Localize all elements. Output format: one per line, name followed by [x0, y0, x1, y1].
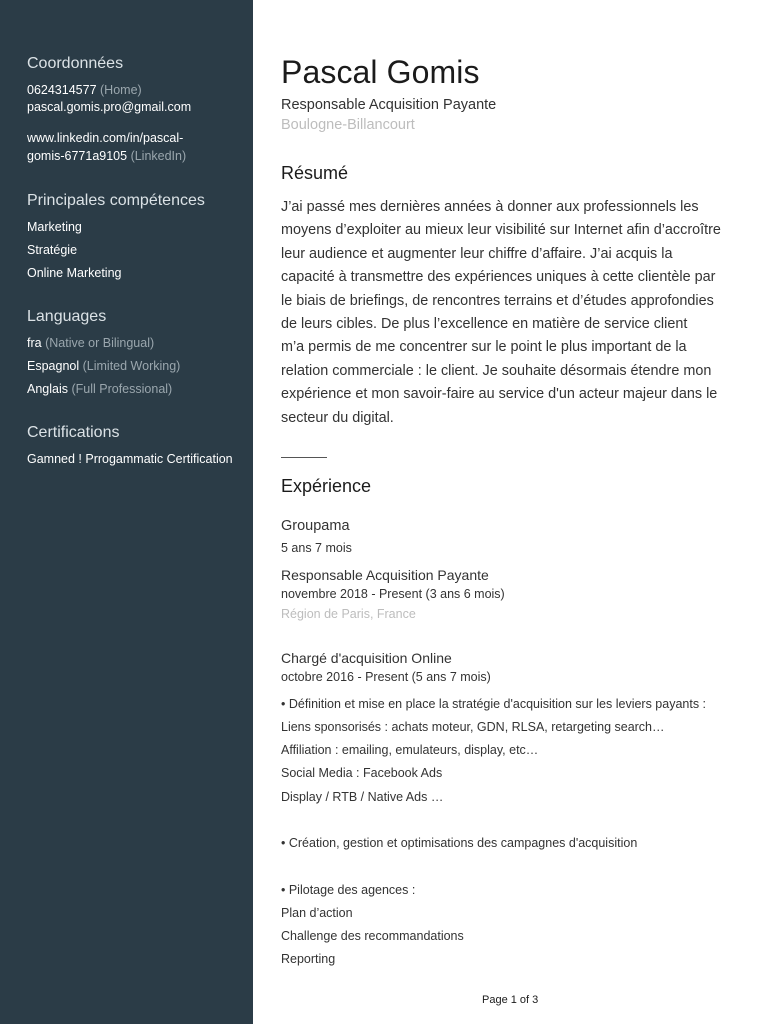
- language-level: (Full Professional): [71, 382, 173, 396]
- language-item: [27, 359, 180, 373]
- role-title: Chargé d'acquisition Online: [281, 650, 452, 666]
- description-line: Display / RTB / Native Ads …: [281, 790, 444, 804]
- resume-line: le biais de briefings, de rencontres terrains et d’études approfondies: [281, 292, 714, 309]
- description-line: • Définition et mise en place la stratégie d'acquisition sur les leviers payants :: [281, 697, 707, 711]
- page-number: Page 1 of 3: [482, 994, 539, 1006]
- experience-title: Expérience: [281, 476, 372, 496]
- contact-title: Coordonnées: [27, 55, 124, 72]
- languages-title: Languages: [27, 308, 107, 325]
- skill-item: Marketing: [27, 220, 82, 234]
- resume-text: [281, 196, 747, 430]
- role-title: Responsable Acquisition Payante: [281, 567, 489, 583]
- description-line: • Pilotage des agences :: [281, 883, 416, 897]
- certifications-title: Certifications: [27, 424, 120, 441]
- sidebar: [0, 0, 253, 1024]
- resume-line: J’ai passé mes dernières années à donner aux professionnels les: [281, 199, 699, 215]
- description-line: • Création, gestion et optimisations des campagnes d'acquisition: [281, 836, 638, 850]
- resume-line: secteur du digital.: [281, 409, 394, 426]
- person-name: Pascal Gomis: [281, 54, 480, 90]
- role-dates: novembre 2018 - Present (3 ans 6 mois): [281, 587, 505, 601]
- language-name: Anglais: [27, 382, 68, 396]
- certification-item: Gamned ! Prrogammatic Certification: [27, 452, 233, 466]
- skill-item: Stratégie: [27, 243, 78, 257]
- section-divider: [281, 457, 327, 458]
- phone-type: (Home): [100, 83, 142, 97]
- resume-line: capacité à transmettre des expériences uniques à cette clientèle par: [281, 269, 716, 286]
- linkedin-link-line1[interactable]: www.linkedin.com/in/pascal-: [27, 131, 184, 145]
- main-content: [253, 0, 768, 1024]
- resume-line: relation commerciale : le client. Je souhaite désormais étendre mon: [281, 362, 712, 379]
- language-item: [27, 382, 172, 396]
- linkedin-type: (LinkedIn): [130, 149, 187, 163]
- description-line: Social Media : Facebook Ads: [281, 766, 443, 780]
- phone-line: [27, 83, 142, 97]
- role-dates: octobre 2016 - Present (5 ans 7 mois): [281, 670, 491, 684]
- language-level: (Native or Bilingual): [45, 336, 155, 350]
- skills-title: Principales compétences: [27, 192, 205, 209]
- description-line: Affiliation : emailing, emulateurs, display, etc…: [281, 743, 539, 757]
- language-level: (Limited Working): [82, 359, 181, 373]
- company-name: Groupama: [281, 518, 350, 534]
- description-line: Plan d’action: [281, 906, 353, 920]
- resume-line: de leurs cibles. De plus l’excellence en matière de service client: [281, 316, 688, 333]
- skill-item: Online Marketing: [27, 266, 122, 280]
- description-line: Reporting: [281, 952, 336, 966]
- resume-line: leur audience et augmenter leur chiffre d’affaire. J’ai acquis la: [281, 245, 673, 262]
- company-duration: 5 ans 7 mois: [281, 541, 352, 555]
- description-line: Challenge des recommandations: [281, 929, 464, 943]
- description-line: Liens sponsorisés : achats moteur, GDN, RLSA, retargeting search…: [281, 720, 665, 734]
- linkedin-line2: [27, 149, 186, 163]
- email-link[interactable]: pascal.gomis.pro@gmail.com: [27, 100, 192, 114]
- linkedin-link-line2[interactable]: gomis-6771a9105: [27, 149, 128, 163]
- resume-line: expérience et mon savoir-faire au service d'un acteur majeur dans le: [281, 386, 718, 403]
- role-region: Région de Paris, France: [281, 607, 416, 621]
- language-name: fra: [27, 336, 42, 350]
- language-item: [27, 336, 154, 350]
- headline: Responsable Acquisition Payante: [281, 97, 497, 113]
- phone-number: 0624314577: [27, 83, 97, 97]
- resume-line: m’a permis de me concentrer sur le point le plus important de la: [281, 339, 687, 356]
- location: Boulogne-Billancourt: [281, 117, 415, 133]
- resume-title: Résumé: [281, 163, 349, 183]
- resume-line: moyens d’exploiter au mieux leur visibilité sur Internet afin d’accroître: [281, 222, 721, 239]
- language-name: Espagnol: [27, 359, 80, 373]
